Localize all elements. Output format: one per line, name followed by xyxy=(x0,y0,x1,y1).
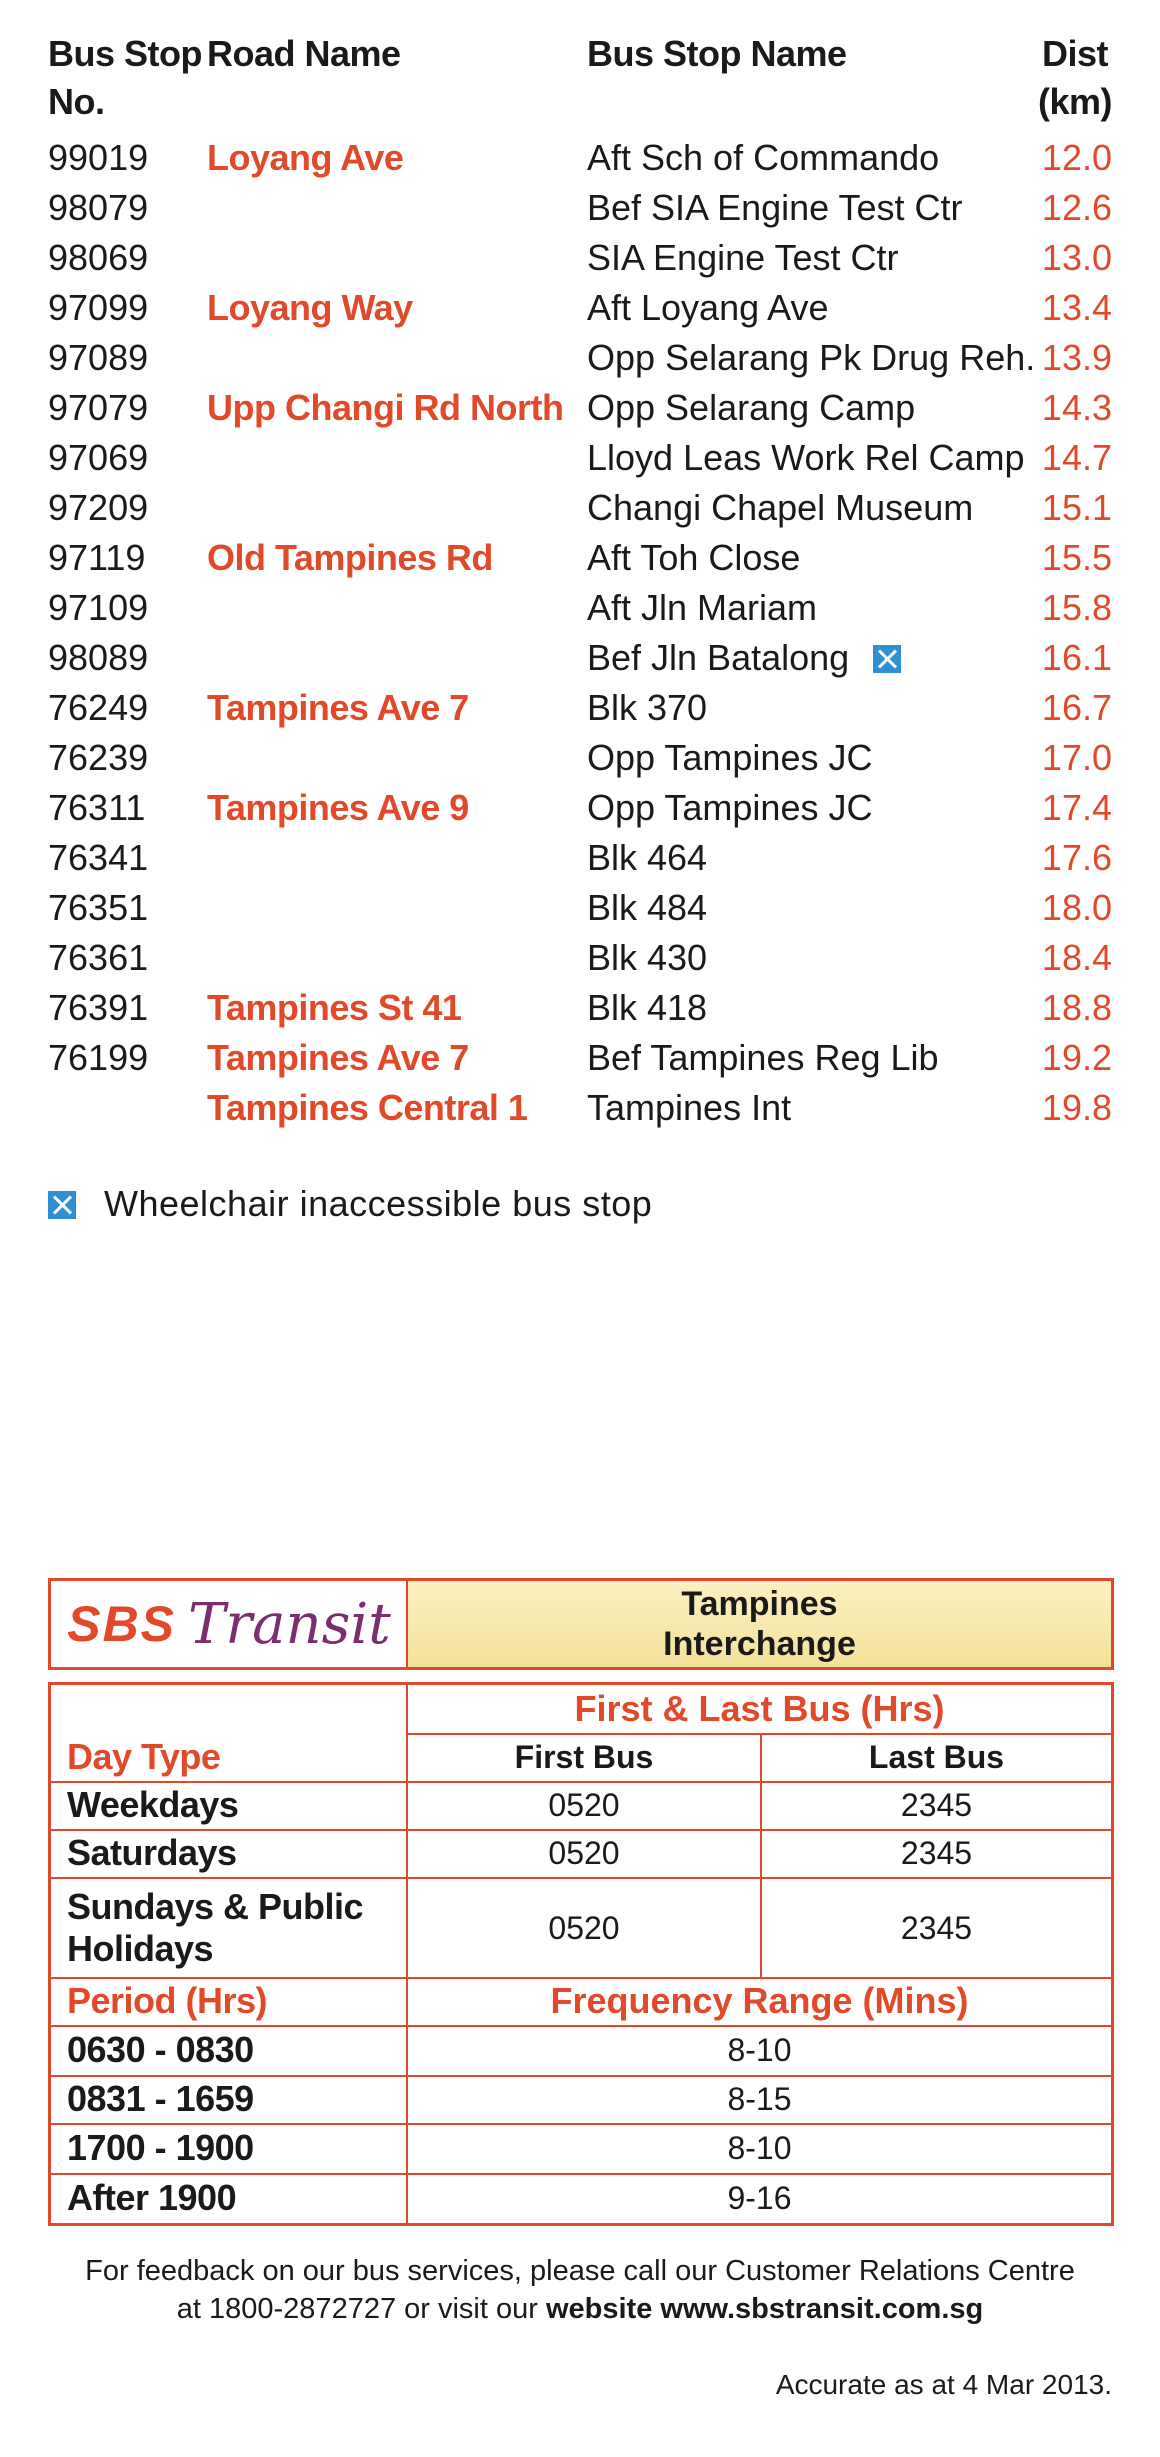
road-name: Tampines Ave 7 xyxy=(207,1037,469,1078)
table-row xyxy=(0,783,1160,833)
table-row xyxy=(0,933,1160,983)
day-type-saturdays: Saturdays xyxy=(67,1832,237,1873)
distance: 15.5 xyxy=(1041,537,1112,578)
header-distance: Dist (km) xyxy=(1037,33,1112,122)
distance: 16.1 xyxy=(1041,637,1112,678)
stop-name: Tampines Int xyxy=(587,1087,792,1128)
header-bus-stop-name: Bus Stop Name xyxy=(587,33,847,74)
road-name: Loyang Way xyxy=(207,287,413,328)
stop-name: Blk 370 xyxy=(587,687,708,728)
stop-number: 97069 xyxy=(48,437,149,478)
distance: 18.4 xyxy=(1041,937,1112,978)
distance: 16.7 xyxy=(1041,687,1112,728)
stop-number: 97099 xyxy=(48,287,149,328)
distance: 13.0 xyxy=(1041,237,1112,278)
table-row xyxy=(0,383,1160,433)
stop-name: Aft Sch of Commando xyxy=(587,137,940,178)
wheelchair-inaccessible-icon xyxy=(873,645,901,673)
stop-name: Changi Chapel Museum xyxy=(587,487,974,528)
table-row xyxy=(0,283,1160,333)
last-bus-time: 2345 xyxy=(900,1834,973,1871)
stop-number: 99019 xyxy=(48,137,149,178)
distance: 17.0 xyxy=(1041,737,1112,778)
interchange-name: Tampines Interchange xyxy=(408,1581,1111,1667)
frequency-value: 9-16 xyxy=(727,2179,792,2216)
stop-name: Aft Jln Mariam xyxy=(587,587,818,628)
distance: 18.8 xyxy=(1041,987,1112,1028)
table-row xyxy=(0,733,1160,783)
stop-number: 97079 xyxy=(48,387,149,428)
road-name: Tampines Central 1 xyxy=(207,1087,528,1128)
stop-name: Opp Tampines JC xyxy=(587,737,873,778)
road-name: Old Tampines Rd xyxy=(207,537,493,578)
table-row xyxy=(0,333,1160,383)
stop-name: Opp Selarang Pk Drug Reh. xyxy=(587,337,1036,378)
table-row xyxy=(0,133,1160,183)
distance: 19.8 xyxy=(1041,1087,1112,1128)
day-type-weekdays: Weekdays xyxy=(67,1784,239,1825)
last-bus-label: Last Bus xyxy=(868,1738,1005,1775)
wheelchair-inaccessible-icon xyxy=(48,1191,76,1219)
road-name: Upp Changi Rd North xyxy=(207,387,564,428)
header-road-name: Road Name xyxy=(207,33,401,74)
stop-name-with-icon xyxy=(587,633,901,683)
stop-name: Blk 418 xyxy=(587,987,708,1028)
distance: 18.0 xyxy=(1041,887,1112,928)
stop-number: 76239 xyxy=(48,737,149,778)
stop-number: 76341 xyxy=(48,837,149,878)
table-row xyxy=(0,583,1160,633)
road-name: Loyang Ave xyxy=(207,137,404,178)
legend xyxy=(48,1180,652,1228)
frequency-title: Frequency Range (Mins) xyxy=(550,1980,969,2021)
first-bus-time: 0520 xyxy=(548,1834,620,1871)
table-row xyxy=(0,533,1160,583)
period-label: Period (Hrs) xyxy=(67,1980,268,2021)
road-name: Tampines St 41 xyxy=(207,987,462,1028)
distance: 12.6 xyxy=(1041,187,1112,228)
distance: 13.4 xyxy=(1041,287,1112,328)
stop-name: Lloyd Leas Work Rel Camp xyxy=(587,437,1025,478)
table-row xyxy=(0,483,1160,533)
distance: 17.6 xyxy=(1041,837,1112,878)
table-row xyxy=(0,1083,1160,1133)
logo-text-sbs: SBS xyxy=(67,1596,177,1652)
feedback-line-2: at 1800-2872727 or visit our website www.sbstransit.com.sg xyxy=(176,2293,984,2325)
last-bus-time: 2345 xyxy=(900,1909,973,1946)
stop-name: Aft Loyang Ave xyxy=(587,287,829,328)
stop-number: 76391 xyxy=(48,987,149,1028)
distance: 19.2 xyxy=(1041,1037,1112,1078)
table-row xyxy=(0,233,1160,283)
first-bus-time: 0520 xyxy=(548,1909,620,1946)
road-name: Tampines Ave 9 xyxy=(207,787,469,828)
last-bus-time: 2345 xyxy=(900,1786,973,1823)
first-bus-time: 0520 xyxy=(548,1786,620,1823)
stop-number: 76311 xyxy=(48,787,146,828)
table-row xyxy=(0,633,1160,683)
distance: 12.0 xyxy=(1041,137,1112,178)
stop-number: 76249 xyxy=(48,687,149,728)
first-bus-label: First Bus xyxy=(514,1738,654,1775)
header-stop-no: Bus Stop No. xyxy=(48,33,202,122)
table-row xyxy=(0,433,1160,483)
stop-name: Opp Tampines JC xyxy=(587,787,873,828)
stop-name: Bef SIA Engine Test Ctr xyxy=(587,187,963,228)
frequency-value: 8-10 xyxy=(727,2031,792,2068)
frequency-value: 8-15 xyxy=(727,2080,792,2117)
stop-number: 97089 xyxy=(48,337,149,378)
stop-name: Blk 430 xyxy=(587,937,708,978)
table-row xyxy=(0,1033,1160,1083)
distance: 17.4 xyxy=(1041,787,1112,828)
distance: 14.3 xyxy=(1041,387,1112,428)
table-row xyxy=(0,983,1160,1033)
stop-name: Bef Jln Batalong xyxy=(587,637,850,678)
stop-number: 98069 xyxy=(48,237,149,278)
stop-number: 98089 xyxy=(48,637,149,678)
period-range: After 1900 xyxy=(67,2177,237,2218)
timetable-body xyxy=(48,1682,1114,2226)
stop-number: 98079 xyxy=(48,187,149,228)
period-range: 0831 - 1659 xyxy=(67,2078,254,2119)
stop-number: 76351 xyxy=(48,887,149,928)
day-type-label: Day Type xyxy=(67,1736,221,1777)
frequency-value: 8-10 xyxy=(727,2129,792,2166)
stop-name: Bef Tampines Reg Lib xyxy=(587,1037,939,1078)
sbs-transit-logo xyxy=(51,1581,407,1667)
website-link[interactable]: website www.sbstransit.com.sg xyxy=(545,2293,984,2325)
distance: 13.9 xyxy=(1041,337,1112,378)
stop-name: Opp Selarang Camp xyxy=(587,387,916,428)
stop-number: 97109 xyxy=(48,587,149,628)
table-row xyxy=(0,833,1160,883)
table-row xyxy=(0,683,1160,733)
stop-name: Blk 484 xyxy=(587,887,708,928)
logo-text-transit: Transit xyxy=(188,1591,391,1657)
road-name: Tampines Ave 7 xyxy=(207,687,469,728)
stop-name: SIA Engine Test Ctr xyxy=(587,237,899,278)
stop-number: 97119 xyxy=(48,537,146,578)
table-row xyxy=(0,183,1160,233)
distance: 15.8 xyxy=(1041,587,1112,628)
period-range: 1700 - 1900 xyxy=(67,2127,254,2168)
distance: 15.1 xyxy=(1041,487,1112,528)
accuracy-note: Accurate as at 4 Mar 2013. xyxy=(775,2369,1112,2400)
day-type-sundays-holidays: Sundays & Public Holidays xyxy=(67,1886,364,1969)
stop-name: Aft Toh Close xyxy=(587,537,801,578)
feedback-line-1: For feedback on our bus services, please call our Customer Relations Centre xyxy=(85,2255,1075,2287)
stop-name: Blk 464 xyxy=(587,837,708,878)
stop-number: 97209 xyxy=(48,487,149,528)
stop-number: 76361 xyxy=(48,937,149,978)
legend-text: Wheelchair inaccessible bus stop xyxy=(104,1183,653,1224)
timetable-header-box xyxy=(48,1578,1114,1670)
first-last-title: First & Last Bus (Hrs) xyxy=(574,1688,945,1729)
period-range: 0630 - 0830 xyxy=(67,2029,254,2070)
stop-number: 76199 xyxy=(48,1037,149,1078)
distance: 14.7 xyxy=(1041,437,1112,478)
table-row xyxy=(0,883,1160,933)
feedback-note xyxy=(0,2252,1160,2328)
